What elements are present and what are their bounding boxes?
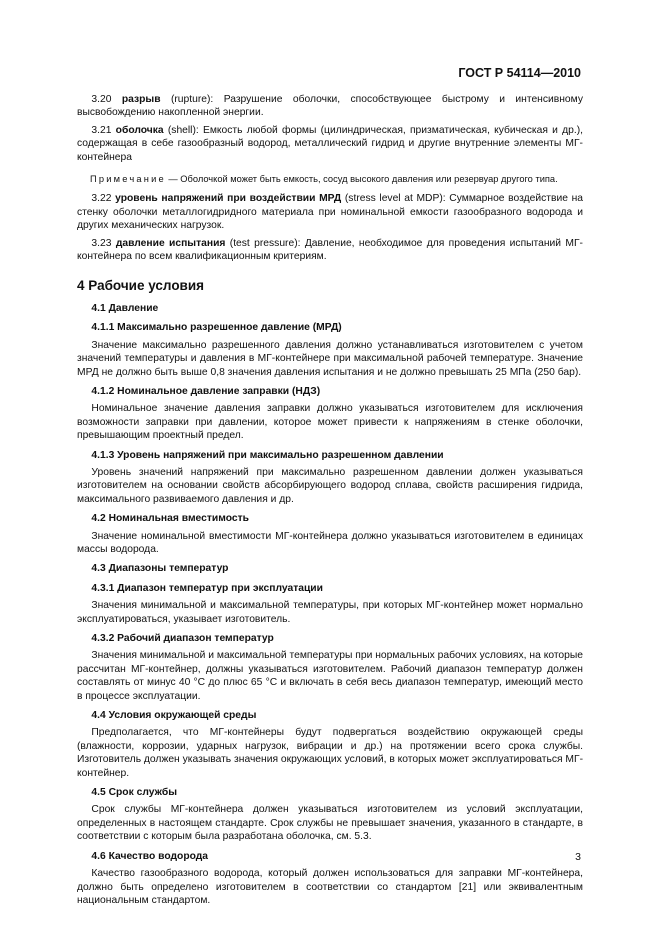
paragraph-4-6: Качество газообразного водорода, который должен использоваться для заправки МГ-контейнера, должно быть определено изготовителем в соответствии со стандартом [21] или эквивалентным национальным стандартом. — [77, 868, 583, 906]
term-name: оболочка — [115, 124, 164, 136]
term-definition: (stress level at MDP): Суммарное воздействие на стенку оболочки металлогидридного материала при номинальной емкости газообразного водорода и других механических нагрузок. — [77, 193, 583, 232]
page-content — [77, 93, 583, 907]
paragraph-4-2: Значение номинальной вместимости МГ-контейнера должно указываться изготовителем в единицах массы водорода. — [77, 530, 583, 555]
subsection-heading-4-6: 4.6 Качество водорода — [91, 850, 209, 862]
term-number: 3.23 — [91, 237, 112, 249]
term-3-23 — [77, 237, 583, 264]
paragraph-4-4: Предполагается, что МГ-контейнеры будут подвергаться воздействию окружающей среды (влажности, коррозии, ударных нагрузок, вибрации и др.) на протяжении всего срока службы. Изготовитель должен указывать значения окружающих условий, в которых может эксплуатироваться МГ-контейнер. — [77, 727, 583, 779]
subsection-heading-4-3-1: 4.3.1 Диапазон температур при эксплуатации — [91, 582, 323, 594]
subsection-heading-4-1-1: 4.1.1 Максимально разрешенное давление (МРД) — [91, 322, 342, 334]
term-name: давление испытания — [115, 237, 226, 249]
paragraph-4-1-3: Уровень значений напряжений при максимально разрешенном давлении должен указываться изготовителем на основании свойств абсорбирующего водород сплава, свойств расширения гидрида, максимального развиваемого давления и др. — [77, 466, 583, 505]
note — [77, 173, 583, 186]
subsection-heading-4-5: 4.5 Срок службы — [91, 787, 178, 799]
term-number: 3.20 — [91, 94, 112, 105]
paragraph-4-3-1: Значения минимальной и максимальной температуры, при которых МГ-контейнер может нормально эксплуатироваться, указывает изготовитель. — [77, 600, 583, 625]
subsection-heading-4-4: 4.4 Условия окружающей среды — [91, 710, 257, 722]
term-number: 3.22 — [91, 193, 112, 205]
subsection-heading-4-3: 4.3 Диапазоны температур — [91, 563, 229, 575]
term-name: разрыв — [121, 94, 161, 105]
term-definition: (rupture): Разрушение оболочки, способствующее быстрому и интенсивному высвобождению накопленной энергии. — [77, 94, 583, 119]
term-definition: (shell): Емкость любой формы (цилиндрическая, призматическая, кубическая и др.), содержащая в себе газообразный водород, металлический гидрид и другие внутренние элементы МГ-контейнера — [77, 124, 583, 163]
subsection-heading-4-2: 4.2 Номинальная вместимость — [91, 513, 249, 525]
term-3-20 — [77, 93, 583, 120]
section-heading: 4 Рабочие условия — [77, 278, 205, 294]
paragraph-4-1-2: Номинальное значение давления заправки должно указываться изготовителем для исключения возможности заправки при давлении, которое может привести к напряжениям в стенке оболочки, превышающим проектный предел. — [77, 403, 583, 442]
subsection-heading-4-1: 4.1 Давление — [91, 302, 159, 314]
paragraph-4-3-2: Значения минимальной и максимальной температуры при нормальных рабочих условиях, на которые рассчитан МГ-контейнер, должны указываться изготовителем. Рабочий диапазон температур должен составлять от минус 40 °С до плюс 65 °С и включать в себя весь диапазон температур, имеющий место в процессе эксплуатации. — [77, 650, 583, 702]
note-label: Примечание — [90, 174, 166, 185]
subsection-heading-4-1-3: 4.1.3 Уровень напряжений при максимально разрешенном давлении — [91, 449, 444, 461]
page-number: 3 — [575, 851, 581, 863]
document-header: ГОСТ Р 54114—2010 — [458, 66, 581, 80]
term-3-21 — [77, 124, 583, 164]
term-definition: (test pressure): Давление, необходимое для проведения испытаний МГ-контейнера по всем квалификационным критериям. — [77, 237, 583, 263]
term-3-22 — [77, 192, 583, 232]
term-name: уровень напряжений при воздействии МРД — [115, 193, 342, 205]
subsection-heading-4-1-2: 4.1.2 Номинальное давление заправки (НДЗ) — [91, 385, 321, 397]
paragraph-4-5: Срок службы МГ-контейнера должен указываться изготовителем из условий эксплуатации, определенных в настоящем стандарте. Срок службы не превышает значения, указанного в стандарте, в соответствии с которым была разработана оболочка, см. 5.3. — [77, 804, 583, 843]
note-text: — Оболочкой может быть емкость, сосуд высокого давления или резервуар другого типа. — [165, 174, 558, 185]
subsection-heading-4-3-2: 4.3.2 Рабочий диапазон температур — [91, 633, 274, 644]
paragraph-4-1-1: Значение максимально разрешенного давления должно устанавливаться изготовителем с учетом значений температуры и давления в МГ-контейнере при максимальной рабочей температуре. Значение МРД не должно быть выше 0,8 значения давления испытания и не должно превышать 25 МПа (250 бар). — [77, 339, 583, 378]
term-number: 3.21 — [91, 124, 112, 136]
